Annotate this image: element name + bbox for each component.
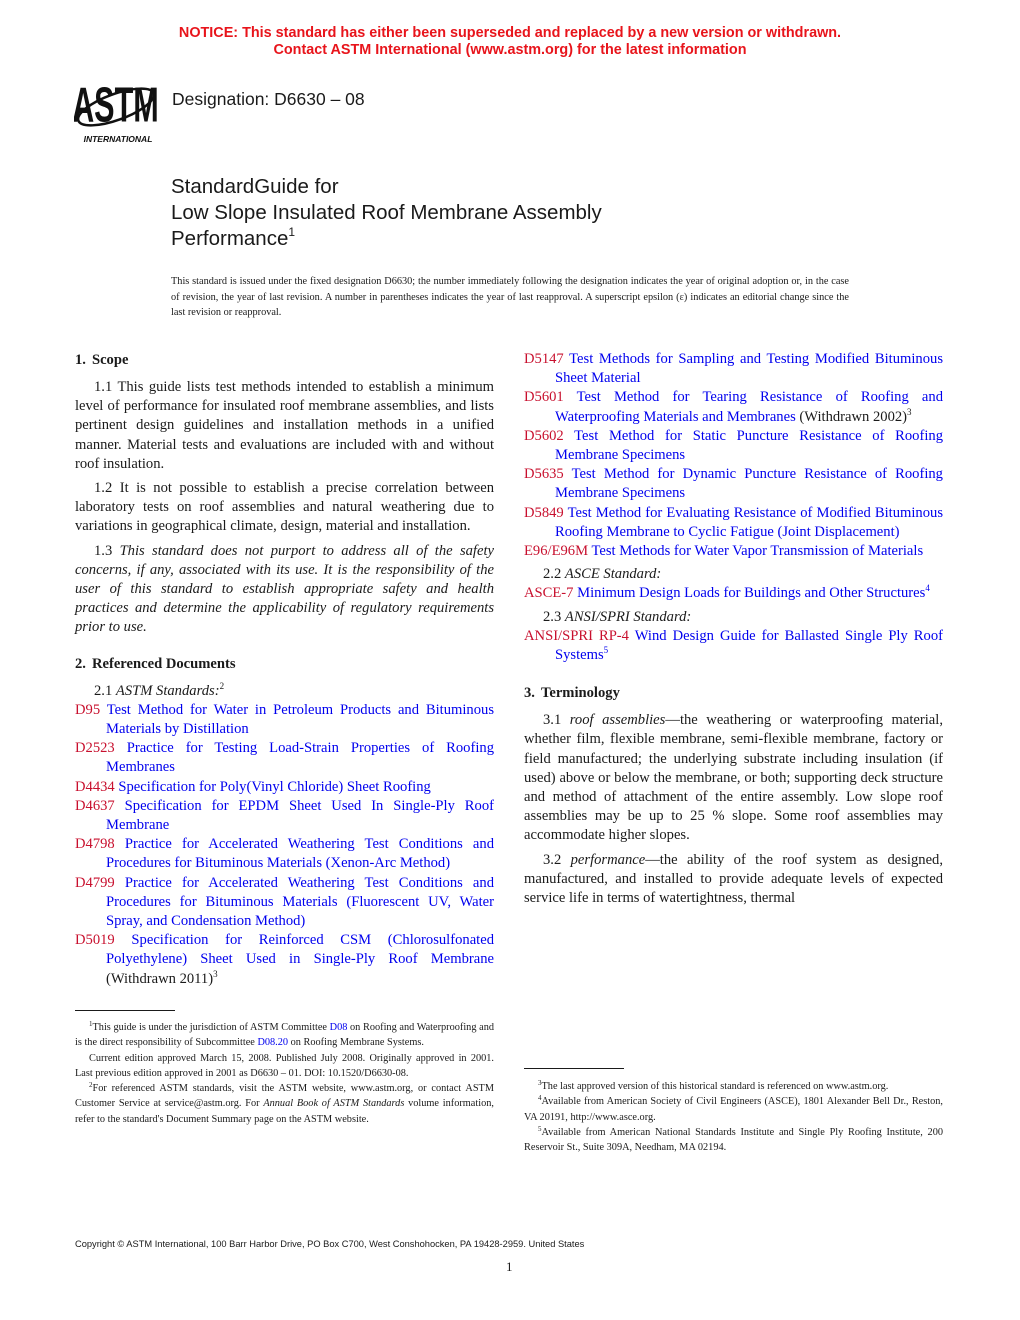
reference-asce-7[interactable]: ASCE-7 Minimum Design Loads for Buildings and Other Structures$^4$	[524, 583, 930, 602]
reference-title[interactable]: Specification for Poly(Vinyl Chloride) Sheet Roofing	[118, 778, 431, 795]
reference-withdrawn-note: (Withdrawn 2011)	[106, 970, 214, 987]
reference-title[interactable]: Practice for Testing Load-Strain Properties of Roofing Membranes	[106, 740, 494, 776]
reference-d5635[interactable]	[524, 465, 943, 503]
reference-d5849[interactable]	[524, 504, 943, 542]
svg-text:ASTM: ASTM	[74, 78, 159, 133]
reference-title[interactable]: Practice for Accelerated Weathering Test Conditions and Procedures for Bituminous Materials (Xenon-Arc Method)	[106, 836, 495, 872]
reference-d5147[interactable]	[524, 350, 943, 388]
subsection-ansi-spri-standard: 2.3 ANSI/SPRI Standard:	[543, 608, 692, 625]
footnote-divider	[75, 1010, 175, 1011]
reference-d4798[interactable]	[75, 835, 494, 873]
subsection-asce-standard: 2.2 ASCE Standard:	[543, 566, 662, 583]
reference-title[interactable]: Test Method for Dynamic Puncture Resistance of Roofing Membrane Specimens	[555, 466, 943, 502]
reference-d4637[interactable]	[75, 797, 494, 835]
reference-code[interactable]: D4799	[75, 874, 115, 891]
right-column	[524, 350, 943, 1154]
paragraph-1-2: 1.2 It is not possible to establish a precise correlation between laboratory tests on roof assemblies and natural weathering due to variations in geographical climate, design, material and installation.	[75, 480, 494, 535]
reference-d2523[interactable]	[75, 739, 494, 777]
paragraph-1-1: 1.1 This guide lists test methods intended to establish a minimum level of performance for insulated roof membrane assemblies, and lists pertinent design guidelines and installation methods in a unified manner. Material tests and evaluations are included with and without roof insulation.	[75, 379, 494, 472]
reference-code[interactable]: D5849	[524, 504, 564, 521]
reference-code[interactable]: E96/E96M	[524, 543, 589, 560]
reference-d5602[interactable]	[524, 427, 943, 465]
title-footnote-marker: 1	[288, 225, 296, 239]
document-title	[171, 174, 602, 252]
reference-title[interactable]: Specification for Reinforced CSM (Chlorosulfonated Polyethylene) Sheet Used in Single-Ply Roof Membrane	[106, 932, 494, 968]
reference-code[interactable]: D5602	[524, 427, 564, 444]
reference-d95[interactable]	[75, 701, 494, 739]
section-heading-terminology: 3. Terminology	[524, 685, 620, 702]
astm-reference-list-right	[524, 350, 943, 561]
reference-code[interactable]: D4434	[75, 778, 115, 795]
left-column	[75, 350, 495, 1125]
astm-logo-icon	[74, 78, 164, 144]
footnotes-right	[524, 1079, 943, 1155]
reference-title[interactable]: Test Methods for Sampling and Testing Modified Bituminous Sheet Material	[555, 351, 943, 387]
notice-line-2: Contact ASTM International (www.astm.org) for the latest information	[273, 42, 747, 58]
astm-logo	[74, 78, 164, 144]
committee-d08-link[interactable]: D08	[329, 1022, 348, 1033]
section-heading-referenced-documents: 2. Referenced Documents	[75, 655, 236, 672]
section-heading-scope: 1. Scope	[75, 352, 129, 368]
title-line-3	[171, 226, 602, 252]
reference-d4799[interactable]	[75, 874, 494, 932]
paragraph-1-3: 1.3 This standard does not purport to address all of the safety concerns, if any, associated with its use. It is the responsibility of the user of this standard to establish appropriate safety and health practices and determine the applicability of regulatory requirements prior to use.	[75, 542, 494, 636]
reference-code[interactable]: D4798	[75, 836, 115, 853]
reference-d4434[interactable]	[75, 778, 494, 797]
astm-reference-list-left	[75, 701, 494, 989]
designation: Designation: D6630 – 08	[172, 89, 365, 109]
footnote-4: $^4$Available from American Society of Civil Engineers (ASCE), 1801 Alexander Bell Dr., Reston, VA 20191, http://www.asce.org.	[524, 1094, 943, 1123]
reference-title[interactable]: Specification for EPDM Sheet Used In Single-Ply Roof Membrane	[106, 797, 494, 834]
reference-title[interactable]: Test Method for Static Puncture Resistance of Roofing Membrane Specimens	[555, 427, 943, 464]
svg-text:INTERNATIONAL: INTERNATIONAL	[83, 134, 153, 144]
title-line-2: Low Slope Insulated Roof Membrane Assembly	[171, 201, 602, 224]
reference-title[interactable]: Test Method for Evaluating Resistance of Modified Bituminous Roofing Membrane to Cyclic Fatigue (Joint Displacement)	[555, 504, 943, 540]
reference-code[interactable]: D5601	[524, 389, 564, 406]
reference-d5019[interactable]	[75, 931, 494, 989]
title-performance: Performance	[171, 227, 289, 250]
notice-line-1: NOTICE: This standard has either been superseded and replaced by a new version or withdrawn.	[178, 25, 842, 41]
reference-d5601[interactable]	[524, 388, 943, 426]
footnote-5: $^5$Available from American National Standards Institute and Single Ply Roofing Institute, 200 Reservoir St., Suite 309A, Needham, MA 02194.	[524, 1124, 943, 1154]
subsection-astm-standards: 2.1 ASTM Standards:$^2$	[94, 680, 225, 699]
footnote-marker: 3	[213, 968, 218, 979]
reference-code[interactable]: D95	[75, 701, 101, 718]
reference-title[interactable]: Test Method for Tearing Resistance of Roofing and Waterproofing Materials and Membranes	[555, 389, 943, 425]
footnote-1: $^1$This guide is under the jurisdiction of ASTM Committee D08 on Roofing and Waterproofing and is the direct responsibility of Subcommittee D08.20 on Roofing Membrane Systems.	[75, 1020, 494, 1049]
reference-title[interactable]: Test Method for Water in Petroleum Products and Bituminous Materials by Distillation	[106, 701, 494, 738]
reference-withdrawn-note: (Withdrawn 2002)	[799, 408, 908, 425]
footnote-1-edition: Current edition approved March 15, 2008. Published July 2008. Originally approved in 2001. Last previous edition approved in 2001 as D6630 – 01. DOI: 10.1520/D6630-08.	[75, 1052, 494, 1079]
title-line-1: StandardGuide for	[171, 175, 339, 198]
reference-code[interactable]: D5635	[524, 466, 564, 483]
supersession-notice	[0, 25, 1020, 59]
footnote-marker: 3	[907, 406, 912, 417]
copyright-notice: Copyright © ASTM International, 100 Barr Harbor Drive, PO Box C700, West Conshohocken, PA 19428-2959. United States	[75, 1239, 585, 1249]
reference-code[interactable]: D4637	[75, 797, 115, 814]
footnote-2: $^2$For referenced ASTM standards, visit the ASTM website, www.astm.org, or contact ASTM Customer Service at service@astm.org. For Annual Book of ASTM Standards volume information, refer to the standard's Document Summary page on the ASTM website.	[75, 1081, 494, 1125]
reference-code[interactable]: D5019	[75, 932, 115, 949]
reference-title[interactable]: Practice for Accelerated Weathering Test Conditions and Procedures for Bituminous Materials (Fluorescent UV, Water Spray, and Condensation Method)	[106, 874, 495, 930]
paragraph-3-1: 3.1 roof assemblies—the weathering or waterproofing material, whether film, flexible membrane, semi-flexible membrane, factory or field manufactured; the underlying substrate including insulation (if used) above or below the membrane, or both; supporting deck structure and method of attachment of the entire assembly. Low slope roof assemblies may be up to 25 % slope. Some roof assemblies may accommodate higher slopes.	[524, 712, 943, 844]
reference-ansi-spri-rp4[interactable]: ANSI/SPRI RP-4 Wind Design Guide for Ballasted Single Ply Roof Systems$^5$	[524, 627, 943, 664]
footnotes-left	[75, 1020, 494, 1127]
reference-title[interactable]: Test Methods for Water Vapor Transmission of Materials	[591, 543, 924, 560]
page-number: 1	[506, 1259, 513, 1274]
reference-code[interactable]: D5147	[524, 351, 564, 367]
reference-e96-e96m[interactable]	[524, 542, 943, 561]
preamble: This standard is issued under the fixed designation D6630; the number immediately following the designation indicates the year of original adoption or, in the case of revision, the year of last revision. A number in parentheses indicates the year of last reapproval. A superscript epsilon (ε) indicates an editorial change since the last revision or reapproval.	[171, 276, 849, 318]
subcommittee-d08-20-link[interactable]: D08.20	[257, 1037, 289, 1049]
paragraph-3-2: 3.2 performance—the ability of the roof system as designed, manufactured, and installed to provide adequate levels of expected service life in terms of watertightness, thermal	[524, 851, 943, 907]
footnote-3: $^3$The last approved version of this historical standard is referenced on www.astm.org.	[538, 1079, 889, 1092]
reference-code[interactable]: D2523	[75, 740, 115, 757]
footnote-divider-right	[524, 1068, 624, 1069]
